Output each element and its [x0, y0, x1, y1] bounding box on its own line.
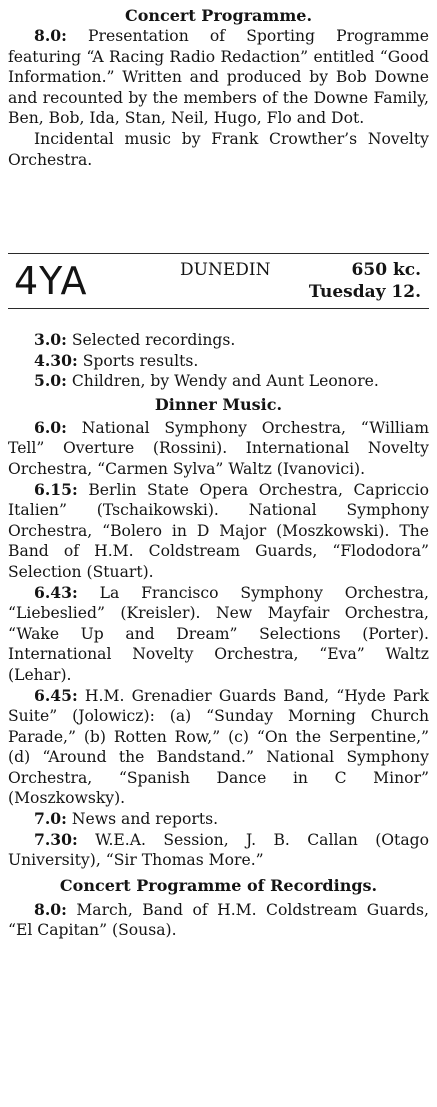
item-text: March, Band of H.M. Coldstream Guards, “El Capitan” (Sousa).: [8, 900, 429, 940]
item-time: 7.0:: [34, 809, 67, 829]
station-date: Tuesday 12.: [308, 282, 421, 302]
item-text: News and reports.: [66, 810, 219, 829]
item-time: 6.0:: [34, 417, 67, 437]
programme-item: [8, 418, 429, 480]
programme-item: [8, 583, 429, 686]
item-time: 6.43:: [34, 582, 78, 602]
item-time: 6.15:: [34, 479, 78, 499]
item-time: 8.0:: [34, 899, 67, 919]
item-text: H.M. Grenadier Guards Band, “Hyde Park Suite” (Jolowicz): (a) “Sunday Morning Church Parade,” (b) Rotten Row,” (c) “On the Serpentine,” (d) “Around the Bandstand.” National Symphony Orchestra, “Spanish Dance in C Minor” (Moszkowsky).: [8, 686, 429, 808]
schedule-section: [8, 330, 429, 941]
programme-item: [8, 809, 429, 830]
programme-item: [8, 900, 429, 941]
item-time: 5.0:: [34, 371, 67, 391]
programme-item: [8, 26, 429, 129]
concert-recordings-heading: Concert Programme of Recordings.: [59, 875, 378, 895]
divider: [8, 308, 429, 309]
item-text: Berlin State Opera Orchestra, Capriccio Italien” (Tschaikowski). National Symphony Orchestra, “Bolero in D Major (Moszkowski). The Band of H.M. Coldstream Guards, “Flododora” Selection (Stuart).: [8, 480, 429, 581]
dinner-music-heading: Dinner Music.: [154, 394, 283, 414]
programme-item: [8, 351, 429, 372]
item-time: 6.45:: [34, 685, 78, 705]
item-text: Selected recordings.: [66, 331, 236, 349]
programme-item: [8, 330, 429, 351]
concert-section: [8, 6, 429, 170]
station-header: [8, 253, 429, 309]
section-heading: Concert Programme.: [124, 6, 313, 25]
station-city: DUNEDIN: [180, 260, 271, 280]
item-time: 7.30:: [34, 829, 78, 849]
item-time: 4.30:: [34, 350, 78, 370]
item-text: Presentation of Sporting Programme featuring “A Racing Radio Redaction” entitled “Good Information.” Written and produced by Bob Downe and recounted by the members of the Downe Family, Ben, Bob, Ida, Stan, Neil, Hugo, Flo and Dot.: [8, 27, 429, 128]
item-text: La Francisco Symphony Orchestra, “Liebeslied” (Kreisler). New Mayfair Orchestra, “Wake Up and Dream” Selections (Porter). International Novelty Orchestra, “Eva” Waltz (Lehar).: [8, 583, 429, 684]
item-text: Sports results.: [77, 351, 199, 370]
programme-item: [8, 830, 429, 871]
item-time: 3.0:: [34, 330, 67, 349]
station-frequency: 650 kc.: [351, 260, 421, 280]
station-callsign: 4YA: [14, 259, 88, 303]
item-text: National Symphony Orchestra, “William Tell” Overture (Rossini). International Novelty Orchestra, “Carmen Sylva” Waltz (Ivanovici).: [8, 418, 429, 478]
item-text: Incidental music by Frank Crowther’s Novelty Orchestra.: [8, 129, 429, 169]
programme-item: [8, 371, 429, 392]
item-text: W.E.A. Session, J. B. Callan (Otago University), “Sir Thomas More.”: [8, 830, 429, 870]
programme-item: [8, 686, 429, 810]
programme-item: [8, 129, 429, 170]
item-text: Children, by Wendy and Aunt Leonore.: [66, 372, 379, 391]
programme-item: [8, 480, 429, 583]
station-block: [8, 254, 429, 308]
item-time: 8.0:: [34, 26, 67, 45]
